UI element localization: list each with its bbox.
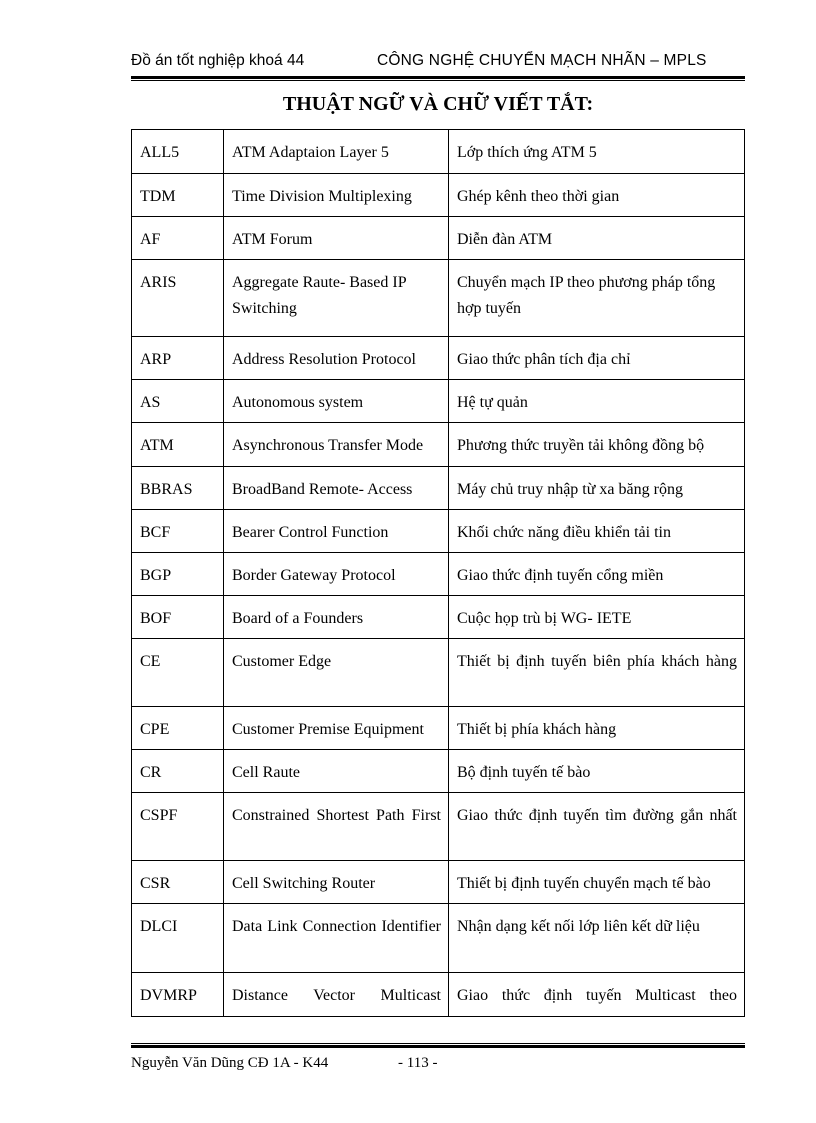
abbreviation-cell: AF: [132, 217, 224, 260]
english-term-cell: Cell Raute: [224, 750, 449, 793]
abbreviation-cell: BOF: [132, 596, 224, 639]
abbreviation-cell: CE: [132, 639, 224, 707]
abbreviation-cell: TDM: [132, 174, 224, 217]
english-term-cell: Customer Edge: [224, 639, 449, 707]
abbreviation-table: [131, 129, 745, 1017]
page-number: - 113 -: [398, 1055, 438, 1071]
header-document-title: CÔNG NGHỆ CHUYỂN MẠCH NHÃN – MPLS: [377, 52, 707, 69]
abbreviation-cell: ARP: [132, 337, 224, 380]
english-term-cell: Autonomous system: [224, 380, 449, 423]
footer-author: Nguyễn Văn Dũng CĐ 1A - K44: [131, 1055, 329, 1071]
english-term-cell: Border Gateway Protocol: [224, 553, 449, 596]
table-row: [132, 174, 745, 217]
table-row: [132, 750, 745, 793]
table-row: [132, 639, 745, 707]
english-term-cell: Constrained Shortest Path First: [224, 793, 449, 861]
english-term-cell: Distance Vector Multicast: [224, 973, 449, 1017]
english-term-cell: Cell Switching Router: [224, 861, 449, 904]
vietnamese-term-cell: Hệ tự quản: [449, 380, 745, 423]
abbreviation-cell: DVMRP: [132, 973, 224, 1017]
vietnamese-term-cell: Phương thức truyền tải không đồng bộ: [449, 423, 745, 467]
abbreviation-cell: CR: [132, 750, 224, 793]
vietnamese-term-cell: Thiết bị phía khách hàng: [449, 707, 745, 750]
abbreviation-cell: BBRAS: [132, 467, 224, 510]
abbreviation-cell: ARIS: [132, 260, 224, 337]
vietnamese-term-cell: Giao thức định tuyến Multicast theo: [449, 973, 745, 1017]
table-row: [132, 793, 745, 861]
english-term-cell: Asynchronous Transfer Mode: [224, 423, 449, 467]
section-title: THUẬT NGỮ VÀ CHỮ VIẾT TẮT:: [282, 93, 594, 115]
table-row: [132, 596, 745, 639]
abbreviation-cell: ATM: [132, 423, 224, 467]
vietnamese-term-cell: Khối chức năng điều khiển tải tin: [449, 510, 745, 553]
english-term-cell: Aggregate Raute- Based IP Switching: [224, 260, 449, 337]
table-row: [132, 861, 745, 904]
header-thesis-label: Đồ án tốt nghiệp khoá 44: [131, 52, 305, 69]
english-term-cell: ATM Forum: [224, 217, 449, 260]
abbreviation-cell: ALL5: [132, 130, 224, 174]
vietnamese-term-cell: Nhận dạng kết nối lớp liên kết dữ liệu: [449, 904, 745, 973]
table-row: [132, 217, 745, 260]
table-row: [132, 467, 745, 510]
english-term-cell: Customer Premise Equipment: [224, 707, 449, 750]
table-row: [132, 904, 745, 973]
table-row: [132, 553, 745, 596]
abbreviation-cell: BCF: [132, 510, 224, 553]
vietnamese-term-cell: Giao thức phân tích địa chỉ: [449, 337, 745, 380]
english-term-cell: Address Resolution Protocol: [224, 337, 449, 380]
table-row: [132, 380, 745, 423]
abbreviation-cell: CPE: [132, 707, 224, 750]
header-rule: [131, 76, 745, 81]
page-header: [131, 52, 745, 74]
vietnamese-term-cell: Ghép kênh theo thời gian: [449, 174, 745, 217]
english-term-cell: Time Division Multiplexing: [224, 174, 449, 217]
vietnamese-term-cell: Chuyển mạch IP theo phương pháp tổng hợp tuyến: [449, 260, 745, 337]
vietnamese-term-cell: Giao thức định tuyến cổng miền: [449, 553, 745, 596]
table-row: [132, 510, 745, 553]
table-row: [132, 973, 745, 1017]
abbreviation-cell: CSPF: [132, 793, 224, 861]
table-row: [132, 337, 745, 380]
vietnamese-term-cell: Thiết bị định tuyến biên phía khách hàng: [449, 639, 745, 707]
vietnamese-term-cell: Giao thức định tuyến tìm đường gắn nhất: [449, 793, 745, 861]
english-term-cell: BroadBand Remote- Access: [224, 467, 449, 510]
table-row: [132, 423, 745, 467]
footer-rule: [131, 1043, 745, 1048]
table-row: [132, 260, 745, 337]
vietnamese-term-cell: Cuộc họp trù bị WG- IETE: [449, 596, 745, 639]
vietnamese-term-cell: Bộ định tuyến tế bào: [449, 750, 745, 793]
english-term-cell: Board of a Founders: [224, 596, 449, 639]
vietnamese-term-cell: Máy chủ truy nhập từ xa băng rộng: [449, 467, 745, 510]
english-term-cell: ATM Adaptaion Layer 5: [224, 130, 449, 174]
abbreviation-cell: BGP: [132, 553, 224, 596]
abbreviation-cell: CSR: [132, 861, 224, 904]
abbreviation-cell: DLCI: [132, 904, 224, 973]
table-row: [132, 707, 745, 750]
vietnamese-term-cell: Thiết bị định tuyến chuyển mạch tế bào: [449, 861, 745, 904]
vietnamese-term-cell: Lớp thích ứng ATM 5: [449, 130, 745, 174]
vietnamese-term-cell: Diễn đàn ATM: [449, 217, 745, 260]
english-term-cell: Bearer Control Function: [224, 510, 449, 553]
table-row: [132, 130, 745, 174]
abbreviation-cell: AS: [132, 380, 224, 423]
english-term-cell: Data Link Connection Identifier: [224, 904, 449, 973]
